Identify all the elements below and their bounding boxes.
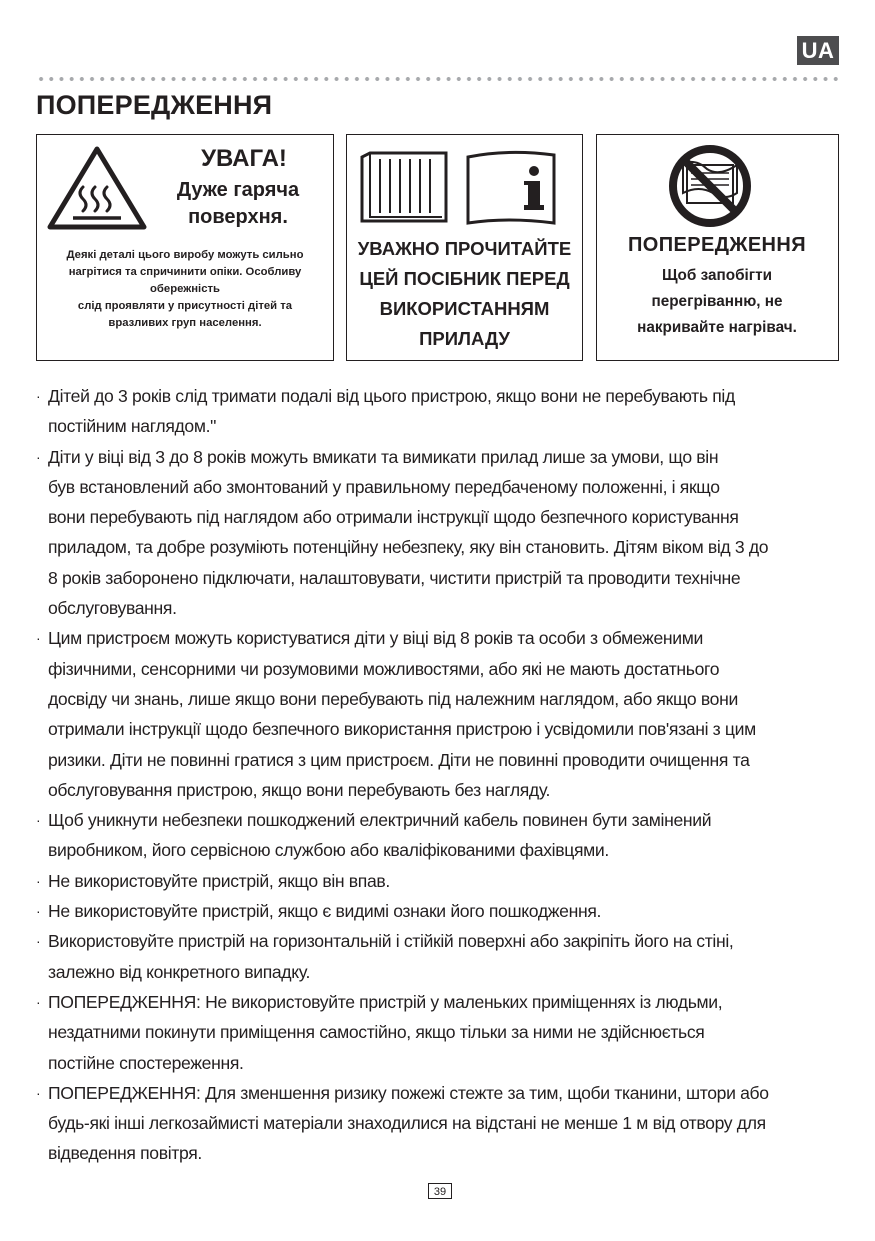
bullet-item bbox=[36, 442, 841, 624]
bullet-line: залежно від конкретного випадку. bbox=[48, 961, 310, 982]
read-manual-box bbox=[346, 134, 583, 361]
bullet-line: вони перебувають під наглядом або отримали інструкції щодо безпечного користування bbox=[48, 507, 739, 528]
bullet-marker: · bbox=[36, 903, 41, 920]
warning-subtitle-line: поверхня. bbox=[188, 206, 288, 228]
bullet-line: Дітей до 3 років слід тримати подалі від цього пристрою, якщо вони не перебувають під bbox=[48, 386, 735, 406]
bullet-marker: · bbox=[36, 388, 41, 404]
bullet-marker: · bbox=[36, 933, 41, 950]
section-title: ПОПЕРЕДЖЕННЯ bbox=[36, 90, 273, 120]
warning-subtitle bbox=[145, 177, 331, 231]
safety-bullet-list bbox=[36, 381, 841, 1169]
do-not-cover-line: Щоб запобігти bbox=[661, 267, 773, 284]
description-line: нагрітися та спричинити опіки. Особливу bbox=[68, 266, 302, 278]
bullet-item bbox=[36, 805, 841, 866]
bullet-line: відведення повітря. bbox=[48, 1143, 202, 1164]
read-manual-text bbox=[351, 234, 578, 354]
description-line: слід проявляти у присутності дітей та bbox=[77, 300, 293, 312]
bullet-line: отримали інструкції щодо безпечного використання пристрою і усвідомили пов'язані з цим bbox=[48, 719, 756, 740]
bullet-item bbox=[36, 926, 841, 987]
read-manual-line: ВИКОРИСТАННЯМ bbox=[379, 298, 550, 319]
do-not-cover-box bbox=[596, 134, 839, 361]
bullet-line: постійним наглядом." bbox=[48, 416, 217, 437]
bullet-item bbox=[36, 381, 841, 442]
bullet-line: Щоб уникнути небезпеки пошкоджений електричний кабель повинен бути замінений bbox=[48, 810, 712, 831]
bullet-line: обслуговування. bbox=[48, 598, 177, 619]
page-number: 39 bbox=[428, 1183, 452, 1199]
bullet-item bbox=[36, 1078, 841, 1169]
hot-surface-description bbox=[43, 247, 327, 332]
description-line: обережність bbox=[150, 283, 220, 295]
read-manual-line: УВАЖНО ПРОЧИТАЙТЕ bbox=[357, 238, 572, 259]
bullet-line: будь-які інші легкозаймисті матеріали знаходилися на відстані не менше 1 м від отвору для bbox=[48, 1113, 766, 1134]
warning-subtitle-line: Дуже гаряча bbox=[176, 179, 300, 201]
bullet-marker: · bbox=[36, 448, 41, 465]
bullet-line: 8 років заборонено підключати, налаштовувати, чистити пристрій та проводити технічне bbox=[48, 567, 741, 588]
bullet-item bbox=[36, 623, 841, 805]
bullet-marker: · bbox=[36, 1084, 41, 1101]
bullet-line: Не використовуйте пристрій, якщо є видимі ознаки його пошкодження. bbox=[48, 901, 602, 922]
do-not-cover-title: ПОПЕРЕДЖЕННЯ bbox=[627, 234, 807, 256]
bullet-line: виробником, його сервісною службою або кваліфікованими фахівцями. bbox=[48, 840, 609, 861]
bullet-marker: · bbox=[36, 812, 41, 829]
bullet-item bbox=[36, 866, 841, 896]
bullet-line: Не використовуйте пристрій, якщо він впав. bbox=[48, 870, 390, 891]
bullet-line: Використовуйте пристрій на горизонтальній і стійкій поверхні або закріпіть його на стіні, bbox=[48, 931, 734, 952]
bullet-line: був встановлений або змонтований у правильному передбаченому положенні, і якщо bbox=[48, 476, 720, 497]
bullet-item bbox=[36, 987, 841, 1078]
bullet-line: нездатними покинути приміщення самостійно, якщо тільки за ними не здійснюється bbox=[48, 1022, 705, 1043]
dotted-divider bbox=[36, 76, 839, 82]
do-not-cover-line: накривайте нагрівач. bbox=[637, 319, 797, 336]
bullet-marker: · bbox=[36, 872, 41, 889]
bullet-line: Цим пристроєм можуть користуватися діти у віці від 8 років та особи з обмеженими bbox=[48, 628, 703, 649]
hot-surface-warning-icon bbox=[45, 143, 149, 233]
bullet-line: ризики. Діти не повинні гратися з цим пристроєм. Діти не повинні проводити очищення та bbox=[48, 749, 750, 770]
bullet-item bbox=[36, 896, 841, 926]
read-manual-line: ПРИЛАДУ bbox=[419, 328, 510, 349]
bullet-line: постійне спостереження. bbox=[48, 1052, 244, 1073]
bullet-line: обслуговування пристрою, якщо вони перебувають без нагляду. bbox=[48, 779, 551, 800]
do-not-cover-icon bbox=[667, 143, 753, 229]
do-not-cover-text bbox=[611, 263, 823, 341]
bullet-marker: · bbox=[36, 993, 41, 1010]
bullet-marker: · bbox=[36, 630, 41, 647]
description-line: вразливих груп населення. bbox=[108, 317, 262, 329]
bullet-line: ПОПЕРЕДЖЕННЯ: Не використовуйте пристрій у маленьких приміщеннях із людьми, bbox=[48, 991, 723, 1012]
warning-title: УВАГА! bbox=[201, 145, 287, 172]
bullet-line: Діти у віці від 3 до 8 років можуть вмикати та вимикати прилад лише за умови, що він bbox=[48, 446, 719, 467]
open-book-info-icon bbox=[358, 147, 564, 229]
bullet-line: досвіду чи знань, лише якщо вони перебувають під належним наглядом, або якщо вони bbox=[48, 688, 738, 709]
read-manual-line: ЦЕЙ ПОСІБНИК ПЕРЕД bbox=[359, 268, 570, 289]
bullet-line: ПОПЕРЕДЖЕННЯ: Для зменшення ризику пожежі стежте за тим, щоби тканини, штори або bbox=[48, 1082, 769, 1103]
description-line: Деякі деталі цього виробу можуть сильно bbox=[66, 249, 304, 261]
language-badge: UA bbox=[797, 36, 839, 65]
do-not-cover-line: перегріванню, не bbox=[651, 293, 783, 310]
hot-surface-warning-box bbox=[36, 134, 334, 361]
bullet-line: фізичними, сенсорними чи розумовими можливостями, або які не мають достатнього bbox=[48, 658, 720, 679]
bullet-line: приладом, та добре розуміють потенційну небезпеку, яку він становить. Дітям віком від 3 до bbox=[48, 537, 769, 558]
